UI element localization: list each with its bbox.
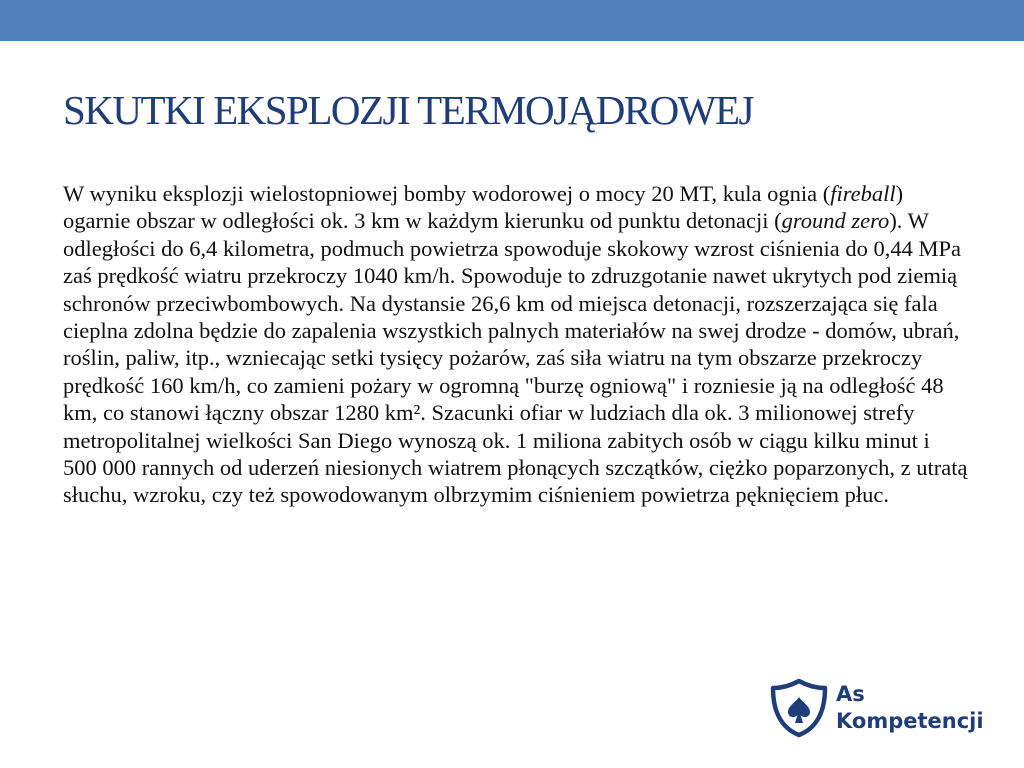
slide-body-text	[63, 180, 968, 509]
logo-text-line-1: As	[836, 682, 865, 706]
spade-shield-icon	[768, 677, 830, 739]
body-term-ground-zero: ground zero	[781, 208, 890, 234]
slide-title: SKUTKI EKSPLOZJI TERMOJĄDROWEJ	[63, 87, 753, 133]
logo-text	[836, 681, 984, 735]
body-text-part-2: ) ogarnie obszar w odległości ok. 3 km w każdym kierunku od punktu detonacji (	[63, 181, 904, 234]
body-term-fireball: fireball	[830, 181, 896, 206]
top-accent-bar	[0, 0, 1024, 41]
as-kompetencji-logo	[768, 672, 998, 744]
logo-text-line-2: Kompetencji	[836, 709, 984, 733]
body-text-part-1: W wyniku eksplozji wielostopniowej bomby wodorowej o mocy 20 MT, kula ognia (	[63, 181, 831, 206]
body-text-part-3: ). W odległości do 6,4 kilometra, podmuch powietrza spowoduje skokowy wzrost ciśnienia do 0,44 MPa zaś prędkość wiatru przekroczy 1040 km/h. Spowoduje to zdruzgotanie nawet ukrytych pod ziemią schronów przeciwbombowych. Na dystansie 26,6 km od miejsca detonacji, rozszerzająca się fala cieplna zdolna będzie do zapalenia wszystkich palnych materiałów na swej drodze - domów, ubrań, roślin, paliw, itp., wzniecając setki tysięcy pożarów, zaś siła wiatru na tym obszarze przekroczy prędkość 160 km/h, co zamieni pożary w ogromną "burzę ogniową" i rozniesie ją na odległość 48 km, co stanowi łączny obszar 1280 km². Szacunki ofiar w ludziach dla ok. 3 milionowej strefy metropolitalnej wielkości San Diego wynoszą ok. 1 miliona zabitych osób w ciągu kilku minut i 500 000 rannych od uderzeń niesionych wiatrem płonących szczątków, ciężko poparzonych, z utratą słuchu, wzroku, czy też spowodowanym olbrzymim ciśnieniem powietrza pęknięciem płuc.	[63, 208, 968, 508]
